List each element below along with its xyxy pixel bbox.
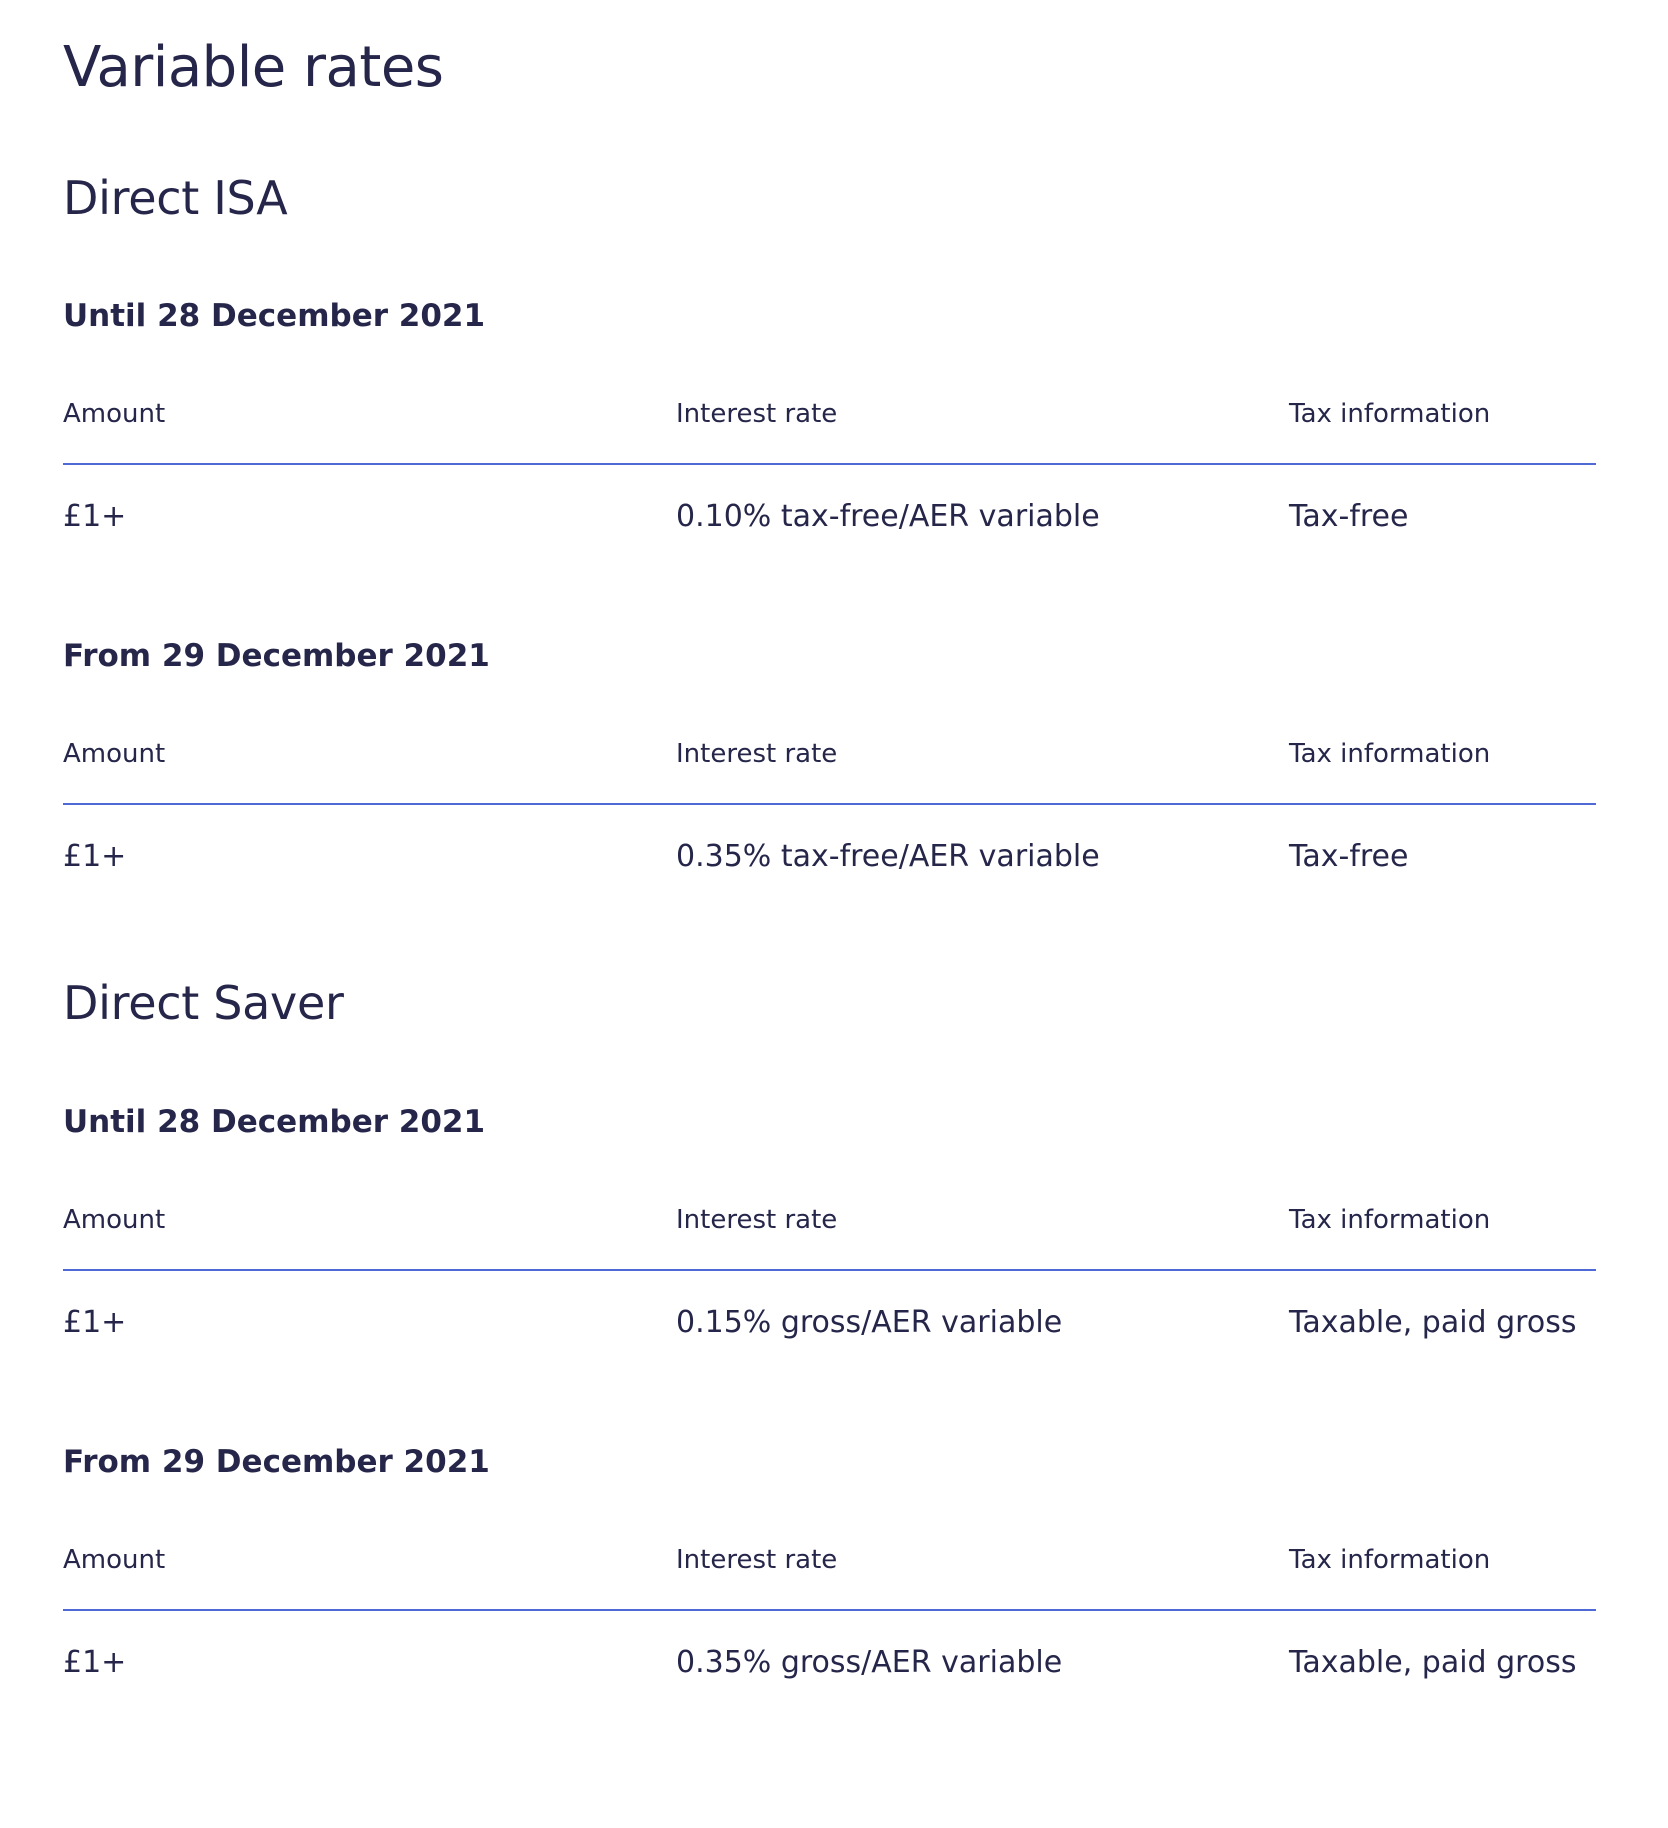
table-header-row (63, 725, 1596, 805)
period-title: Until 28 December 2021 (63, 1104, 486, 1140)
cell-interest-rate: 0.10% tax-free/AER variable (676, 499, 1100, 534)
cell-tax-information: Tax-free (1289, 499, 1409, 534)
section-title-direct-saver: Direct Saver (63, 976, 344, 1030)
table-header-row (63, 1531, 1596, 1611)
cell-amount: £1+ (63, 1305, 127, 1340)
period-title: From 29 December 2021 (63, 638, 490, 674)
rates-table-direct-isa-until (63, 385, 1596, 579)
header-tax-information: Tax information (1289, 739, 1491, 769)
header-amount: Amount (63, 399, 166, 429)
header-tax-information: Tax information (1289, 1205, 1491, 1235)
rates-table-direct-isa-from (63, 725, 1596, 919)
cell-tax-information: Taxable, paid gross (1289, 1645, 1577, 1680)
cell-tax-information: Taxable, paid gross (1289, 1305, 1577, 1340)
cell-tax-information: Tax-free (1289, 839, 1409, 874)
cell-interest-rate: 0.35% gross/AER variable (676, 1645, 1063, 1680)
table-row (63, 1271, 1596, 1385)
cell-interest-rate: 0.15% gross/AER variable (676, 1305, 1063, 1340)
cell-amount: £1+ (63, 1645, 127, 1680)
period-title: Until 28 December 2021 (63, 298, 486, 334)
header-tax-information: Tax information (1289, 399, 1491, 429)
header-interest-rate: Interest rate (676, 1545, 838, 1575)
table-row (63, 465, 1596, 579)
rates-table-direct-saver-until (63, 1191, 1596, 1385)
table-header-row (63, 1191, 1596, 1271)
table-row (63, 805, 1596, 919)
header-interest-rate: Interest rate (676, 399, 838, 429)
period-title: From 29 December 2021 (63, 1444, 490, 1480)
table-header-row (63, 385, 1596, 465)
page-title: Variable rates (63, 35, 444, 100)
header-tax-information: Tax information (1289, 1545, 1491, 1575)
header-amount: Amount (63, 1545, 166, 1575)
cell-amount: £1+ (63, 499, 127, 534)
cell-interest-rate: 0.35% tax-free/AER variable (676, 839, 1100, 874)
cell-amount: £1+ (63, 839, 127, 874)
header-amount: Amount (63, 1205, 166, 1235)
header-interest-rate: Interest rate (676, 1205, 838, 1235)
table-row (63, 1611, 1596, 1725)
header-amount: Amount (63, 739, 166, 769)
rates-table-direct-saver-from (63, 1531, 1596, 1725)
section-title-direct-isa: Direct ISA (63, 171, 288, 225)
header-interest-rate: Interest rate (676, 739, 838, 769)
